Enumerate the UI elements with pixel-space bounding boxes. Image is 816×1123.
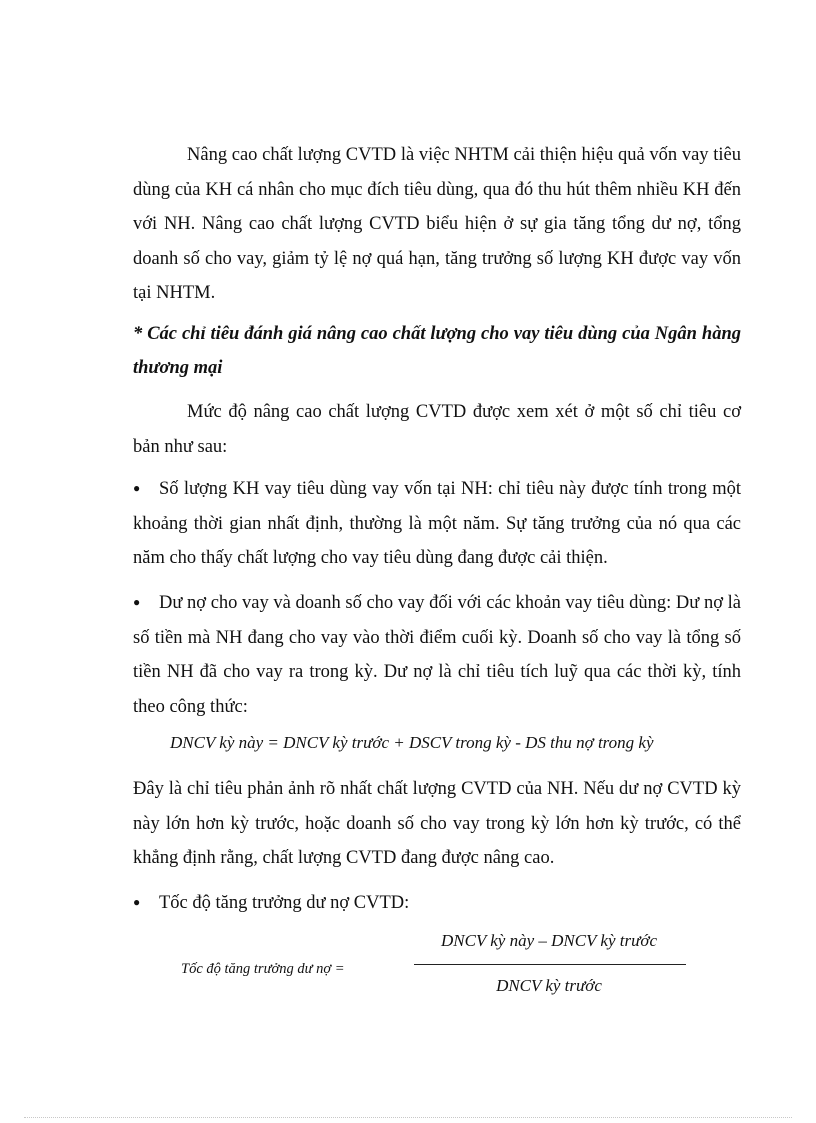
fraction-bar	[414, 964, 686, 965]
page-bottom-divider	[24, 1117, 792, 1118]
bullet-item-outstanding-loans	[133, 585, 741, 724]
section-heading: * Các chỉ tiêu đánh giá nâng cao chất lượng cho vay tiêu dùng của Ngân hàng thương mại	[133, 324, 741, 378]
bullet-icon: ●	[133, 595, 141, 609]
growth-formula-denominator: DNCV kỳ trước	[496, 976, 602, 995]
bullet-icon: ●	[133, 895, 141, 909]
balance-formula: DNCV kỳ này = DNCV kỳ trước + DSCV trong kỳ - DS thu nợ trong kỳ	[170, 733, 654, 752]
bullet-item-growth-rate	[133, 885, 741, 921]
bullet-icon: ●	[133, 481, 141, 495]
bullet-text: Dư nợ cho vay và doanh số cho vay đối với các khoản vay tiêu dùng: Dư nợ là số tiền mà NH đang cho vay vào thời điểm cuối kỳ. Doanh số cho vay là tổng số tiền NH đã cho vay ra trong kỳ. Dư nợ là chỉ tiêu tích luỹ qua các thời kỳ, tính theo công thức:	[133, 593, 741, 717]
bullet-text: Tốc độ tăng trưởng dư nợ CVTD:	[159, 893, 410, 913]
intro-paragraph: Nâng cao chất lượng CVTD là việc NHTM cải thiện hiệu quả vốn vay tiêu dùng của KH cá nhân cho mục đích tiêu dùng, qua đó thu hút thêm nhiều KH đến với NH. Nâng cao chất lượng CVTD biểu hiện ở sự gia tăng tổng dư nợ, tổng doanh số cho vay, giảm tỷ lệ nợ quá hạn, tăng trưởng số lượng KH được vay vốn tại NHTM.	[133, 145, 741, 303]
bullet-text: Số lượng KH vay tiêu dùng vay vốn tại NH: chỉ tiêu này được tính trong một khoảng thời gian nhất định, thường là một năm. Sự tăng trưởng của nó qua các năm cho thấy chất lượng cho vay tiêu dùng đang được cải thiện.	[133, 479, 741, 568]
criteria-intro-paragraph: Mức độ nâng cao chất lượng CVTD được xem xét ở một số chỉ tiêu cơ bản như sau:	[133, 402, 741, 457]
growth-formula-numerator: DNCV kỳ này – DNCV kỳ trước	[440, 931, 658, 950]
bullet-item-customer-count	[133, 471, 741, 576]
growth-formula-label: Tốc độ tăng trưởng dư nợ =	[181, 961, 345, 977]
after-formula-paragraph: Đây là chỉ tiêu phản ảnh rõ nhất chất lượng CVTD của NH. Nếu dư nợ CVTD kỳ này lớn hơn kỳ trước, hoặc doanh số cho vay trong kỳ lớn hơn kỳ trước, có thể khẳng định rằng, chất lượng CVTD đang được nâng cao.	[133, 779, 741, 868]
